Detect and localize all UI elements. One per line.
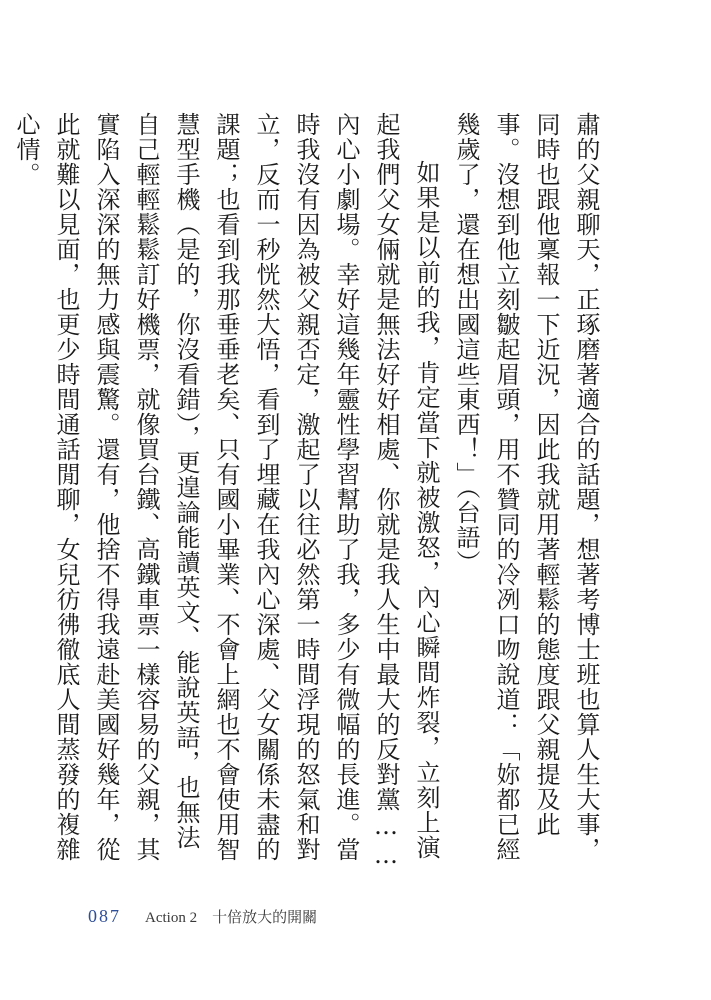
paragraph-3 — [0, 112, 6, 872]
paragraph-2: 如果是以前的我，肯定當下就被激怒，內心瞬間炸裂，立刻上演起我們父女倆就是無法好好相處、你就是我人生中最大的反對黨……內心小劇場。幸好這幾年靈性學習幫助了我，多少有微幅的長進。當時我沒有因為被父親否定，激起了以往必然第一時間浮現的怒氣和對立，反而一秒恍然大悟，看到了埋藏在我內心深處、父女關係未盡的課題；也看到我那垂垂老矣、只有國小畢業、不會上網也不會使用智慧型手機（是的，你沒看錯），更遑論能讀英文、能說英語，也無法自己輕輕鬆鬆訂好機票，就像買台鐵、高鐵車票一樣容易的父親，其實陷入深深的無力感與震驚。還有，他捨不得我遠赴美國好幾年，從此就難以見面，也更少時間通話閒聊，女兒彷彿徹底人間蒸發的複雜心情。 — [12, 112, 440, 870]
vertical-text-body — [12, 112, 606, 872]
page-number: 087 — [88, 906, 121, 926]
chapter-title: Action 2 十倍放大的開關 — [145, 910, 318, 926]
page-footer — [88, 906, 317, 934]
paragraph-1: 肅的父親聊天，正琢磨著適合的話題，想著考博士班也算人生大事，同時也跟他稟報一下近況，因此我就用著輕鬆的態度跟父親提及此事。沒想到他立刻皺起眉頭，用不贊同的冷冽口吻說道：「妳都已經幾歲了，還在想出國這些東西！」（台語） — [452, 112, 600, 862]
